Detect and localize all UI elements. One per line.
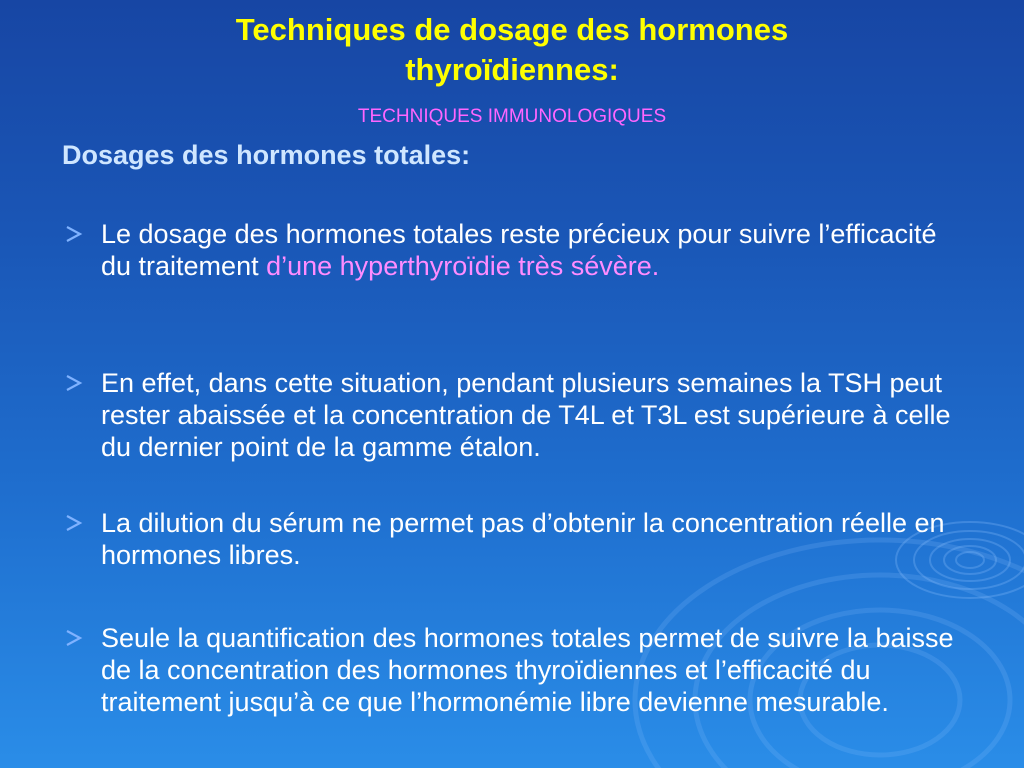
arrowhead-bullet-icon bbox=[64, 224, 84, 244]
title-line-1: Techniques de dosage des hormones bbox=[235, 12, 789, 47]
bullet-item bbox=[64, 507, 964, 571]
title-line-2: thyroïdiennes: bbox=[405, 52, 619, 87]
bullet-item bbox=[64, 218, 964, 282]
arrowhead-bullet-icon bbox=[64, 628, 84, 648]
bullet-text: En effet, dans cette situation, pendant plusieurs semaines la TSH peut rester abaissée et la concentration de T4L et T3L est supérieure à celle du dernier point de la gamme étalon. bbox=[101, 368, 951, 462]
bullet-text: La dilution du sérum ne permet pas d’obtenir la concentration réelle en hormones libres. bbox=[101, 508, 945, 570]
bullet-text-highlight: d’une hyperthyroïdie très sévère. bbox=[266, 251, 660, 281]
bullet-item bbox=[64, 367, 964, 463]
bullet-item bbox=[64, 622, 964, 718]
bullet-text bbox=[101, 218, 964, 282]
slide-subtitle: TECHNIQUES IMMUNOLOGIQUES bbox=[357, 106, 667, 127]
bullet-text-main: Le dosage des hormones totales reste précieux pour suivre l’efficacité du traitement bbox=[101, 219, 937, 281]
slide-title bbox=[0, 10, 1024, 90]
section-heading: Dosages des hormones totales: bbox=[62, 140, 471, 170]
arrowhead-bullet-icon bbox=[64, 373, 84, 393]
bullet-text: Seule la quantification des hormones totales permet de suivre la baisse de la concentration des hormones thyroïdiennes et l’efficacité du traitement jusqu’à ce que l’hormonémie libre devienne mesurable. bbox=[101, 623, 954, 717]
arrowhead-bullet-icon bbox=[64, 513, 84, 533]
